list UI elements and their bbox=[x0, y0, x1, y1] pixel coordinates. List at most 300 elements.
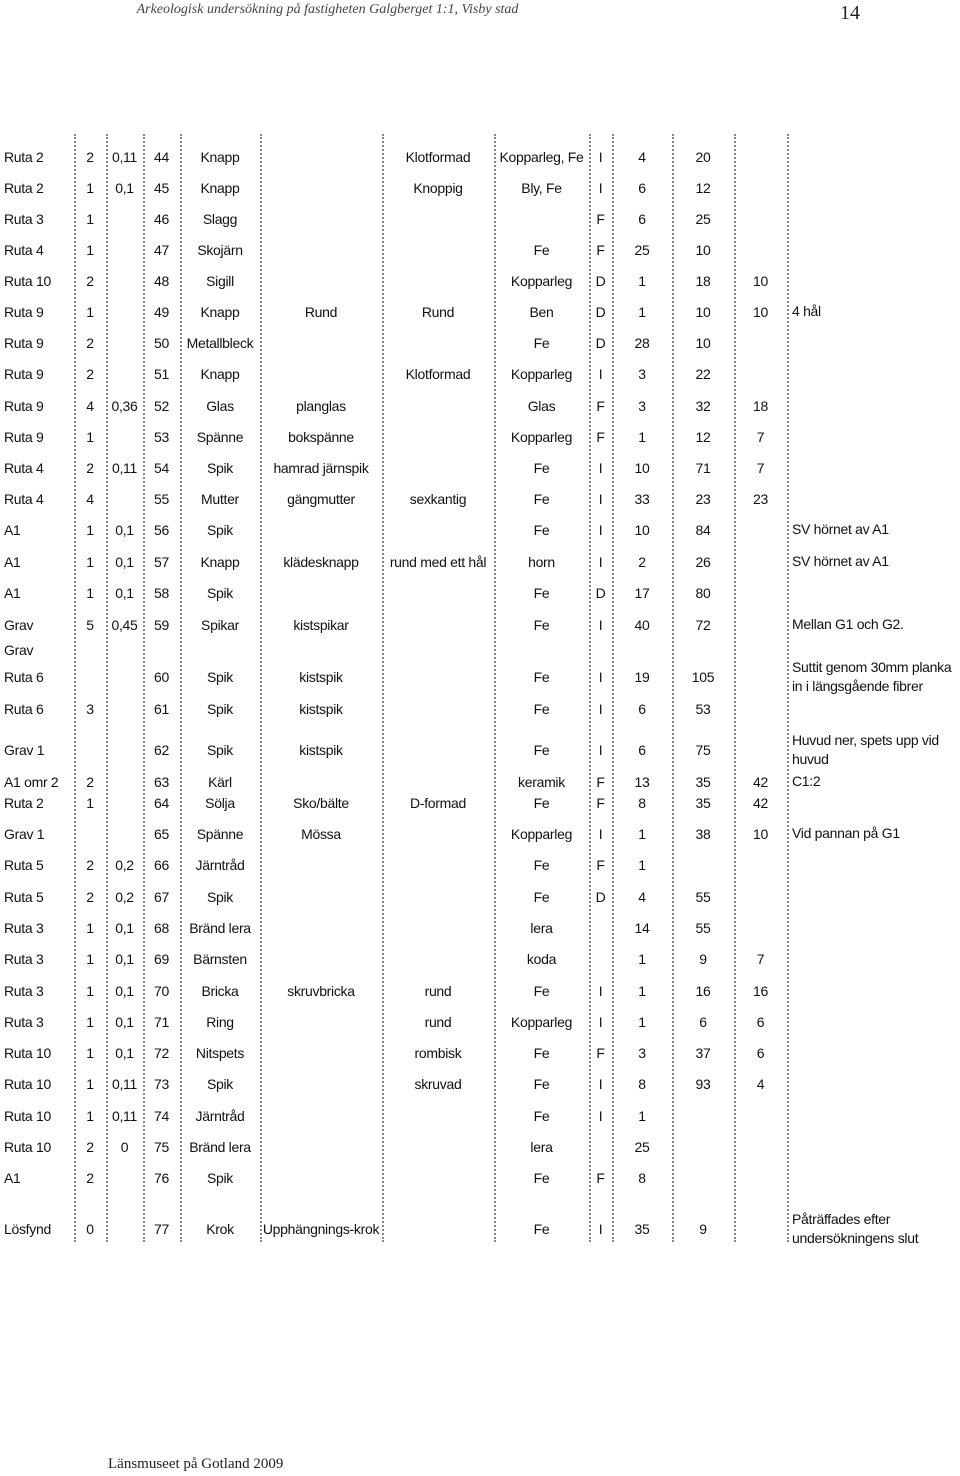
cell-material: lera bbox=[530, 920, 553, 936]
cell-status: I bbox=[598, 826, 603, 842]
cell-sakord: Bränd lera bbox=[189, 1139, 251, 1155]
cell-status: I bbox=[598, 460, 603, 476]
cell-note: Påträffades efter undersökningens slut bbox=[792, 1211, 919, 1246]
cell-material: Kopparleg bbox=[510, 826, 573, 842]
cell-fyndnr: 77 bbox=[154, 1221, 169, 1237]
cell-status: I bbox=[598, 1014, 603, 1030]
cell-lager: 1 bbox=[86, 554, 94, 570]
cell-ruta: Ruta 3 bbox=[4, 1014, 44, 1030]
cell-fyndnr: 74 bbox=[154, 1108, 169, 1124]
cell-form: rombisk bbox=[414, 1045, 462, 1061]
cell-lager: 2 bbox=[86, 774, 94, 790]
cell-status: F bbox=[596, 398, 605, 414]
cell-sakord: Spik bbox=[206, 1170, 234, 1186]
cell-typ: kistspikar bbox=[293, 617, 349, 633]
cell-sakord: Spik bbox=[206, 522, 234, 538]
table-row bbox=[0, 209, 960, 229]
cell-status: F bbox=[596, 211, 605, 227]
cell-fyndnr: 45 bbox=[154, 180, 169, 196]
cell-antal: 2 bbox=[638, 554, 646, 570]
cell-form: Rund bbox=[421, 304, 455, 320]
cell-antal: 1 bbox=[638, 304, 646, 320]
cell-mått1: 75 bbox=[695, 742, 711, 758]
cell-ruta: Ruta 10 bbox=[4, 1076, 51, 1092]
cell-djup: 0,11 bbox=[111, 149, 137, 165]
table-row bbox=[0, 981, 960, 1001]
cell-sakord: Spänne bbox=[196, 429, 244, 445]
cell-sakord: Knapp bbox=[200, 180, 240, 196]
cell-fyndnr: 63 bbox=[154, 774, 169, 790]
cell-material: Fe bbox=[533, 491, 550, 507]
cell-lager: 2 bbox=[86, 273, 94, 289]
cell-fyndnr: 64 bbox=[154, 795, 169, 811]
table-row bbox=[0, 333, 960, 353]
table-row bbox=[0, 772, 960, 792]
table-row bbox=[0, 147, 960, 167]
cell-djup: 0 bbox=[120, 1139, 129, 1155]
cell-ruta: Ruta 3 bbox=[4, 920, 44, 936]
table-row bbox=[0, 642, 960, 694]
table-row bbox=[0, 302, 960, 322]
table-row bbox=[0, 1211, 960, 1246]
cell-mått2: 10 bbox=[753, 273, 768, 289]
cell-djup: 0,1 bbox=[115, 180, 134, 196]
running-header: Arkeologisk undersökning på fastigheten Galgberget 1:1, Visby stad bbox=[136, 2, 519, 17]
cell-mått2: 18 bbox=[753, 398, 768, 414]
cell-status: F bbox=[596, 857, 605, 873]
cell-antal: 4 bbox=[638, 889, 646, 905]
cell-lager: 1 bbox=[86, 1108, 94, 1124]
cell-mått2: 10 bbox=[753, 304, 768, 320]
table-row bbox=[0, 552, 960, 572]
cell-antal: 4 bbox=[638, 149, 646, 165]
cell-ruta-top: Grav bbox=[4, 642, 34, 658]
cell-typ: skruvbricka bbox=[287, 983, 355, 999]
cell-mått2: 4 bbox=[756, 1076, 765, 1092]
table-row bbox=[0, 520, 960, 540]
cell-lager: 1 bbox=[86, 920, 94, 936]
cell-djup: 0,11 bbox=[111, 460, 137, 476]
cell-sakord: Knapp bbox=[200, 304, 240, 320]
cell-djup: 0,2 bbox=[115, 857, 134, 873]
cell-mått1: 25 bbox=[695, 211, 711, 227]
cell-status: I bbox=[598, 669, 603, 685]
table-row bbox=[0, 364, 960, 384]
cell-fyndnr: 60 bbox=[154, 669, 169, 685]
page-number: 14 bbox=[840, 2, 860, 24]
cell-mått1: 37 bbox=[695, 1045, 711, 1061]
cell-status: I bbox=[598, 554, 603, 570]
cell-status: I bbox=[598, 180, 603, 196]
cell-djup: 0,1 bbox=[115, 983, 134, 999]
cell-mått1: 26 bbox=[695, 554, 711, 570]
cell-material: Fe bbox=[533, 1108, 550, 1124]
table-row bbox=[0, 699, 960, 719]
cell-mått1: 23 bbox=[695, 491, 711, 507]
cell-lager: 0 bbox=[86, 1221, 94, 1237]
cell-sakord: Bricka bbox=[201, 983, 239, 999]
table-row bbox=[0, 1106, 960, 1126]
cell-sakord: Sölja bbox=[205, 795, 235, 811]
cell-lager: 1 bbox=[86, 522, 94, 538]
cell-antal: 19 bbox=[634, 669, 650, 685]
cell-lager: 5 bbox=[86, 617, 94, 633]
cell-lager: 4 bbox=[86, 491, 94, 507]
cell-ruta: Ruta 3 bbox=[4, 951, 44, 967]
cell-mått1: 6 bbox=[699, 1014, 707, 1030]
cell-material: lera bbox=[530, 1139, 553, 1155]
cell-antal: 25 bbox=[634, 1139, 650, 1155]
cell-status: I bbox=[598, 701, 603, 717]
cell-lager: 2 bbox=[86, 149, 94, 165]
cell-ruta: Ruta 4 bbox=[4, 242, 44, 258]
cell-ruta: Ruta 4 bbox=[4, 460, 44, 476]
cell-lager: 1 bbox=[86, 429, 94, 445]
cell-antal: 10 bbox=[634, 460, 650, 476]
cell-material: Fe bbox=[533, 522, 550, 538]
cell-lager: 1 bbox=[86, 983, 94, 999]
cell-fyndnr: 65 bbox=[154, 826, 169, 842]
cell-sakord: Sigill bbox=[206, 273, 234, 289]
cell-material: Fe bbox=[533, 795, 550, 811]
cell-antal: 1 bbox=[638, 429, 646, 445]
cell-material: Fe bbox=[533, 1045, 550, 1061]
cell-lager: 2 bbox=[86, 857, 94, 873]
cell-mått1: 72 bbox=[695, 617, 711, 633]
cell-lager: 1 bbox=[86, 1014, 94, 1030]
cell-fyndnr: 68 bbox=[154, 920, 169, 936]
cell-mått1: 84 bbox=[695, 522, 711, 538]
table-row bbox=[0, 1137, 960, 1157]
cell-mått1: 16 bbox=[695, 983, 711, 999]
cell-status: I bbox=[598, 1108, 603, 1124]
cell-sakord: Spikar bbox=[201, 617, 239, 633]
cell-djup: 0,1 bbox=[115, 522, 134, 538]
cell-ruta: Ruta 9 bbox=[4, 335, 44, 351]
cell-djup: 0,2 bbox=[115, 889, 134, 905]
table-row bbox=[0, 1012, 960, 1032]
cell-note: Suttit genom 30mm planka in i längsgående fibrer bbox=[792, 659, 952, 694]
cell-status: F bbox=[596, 429, 605, 445]
table-row bbox=[0, 1168, 960, 1188]
cell-sakord: Knapp bbox=[200, 554, 240, 570]
cell-mått2: 7 bbox=[756, 429, 765, 445]
cell-antal: 8 bbox=[638, 795, 646, 811]
table-row bbox=[0, 793, 960, 813]
cell-status: I bbox=[598, 983, 603, 999]
cell-note: Huvud ner, spets upp vid huvud bbox=[792, 732, 939, 767]
cell-antal: 8 bbox=[638, 1076, 646, 1092]
cell-mått1: 53 bbox=[695, 701, 711, 717]
cell-mått1: 10 bbox=[695, 335, 711, 351]
cell-material: Bly, Fe bbox=[521, 180, 562, 196]
cell-antal: 6 bbox=[638, 742, 646, 758]
cell-djup: 0,11 bbox=[111, 1076, 137, 1092]
cell-mått2: 6 bbox=[756, 1045, 765, 1061]
cell-mått1: 12 bbox=[695, 180, 711, 196]
cell-ruta: Grav 1 bbox=[4, 742, 45, 758]
cell-mått2: 10 bbox=[753, 826, 768, 842]
cell-status: F bbox=[596, 1045, 605, 1061]
cell-sakord: Spik bbox=[206, 701, 234, 717]
cell-lager: 1 bbox=[86, 585, 94, 601]
cell-status: D bbox=[595, 889, 606, 905]
table-row bbox=[0, 396, 960, 416]
cell-typ: Sko/bälte bbox=[293, 795, 349, 811]
cell-ruta: Ruta 5 bbox=[4, 889, 44, 905]
cell-mått2: 7 bbox=[756, 951, 765, 967]
cell-fyndnr: 59 bbox=[154, 617, 169, 633]
cell-typ: kistspik bbox=[299, 669, 343, 685]
cell-djup: 0,1 bbox=[115, 920, 134, 936]
cell-material: Fe bbox=[533, 742, 550, 758]
cell-material: Kopparleg bbox=[510, 429, 573, 445]
cell-sakord: Bärnsten bbox=[193, 951, 247, 967]
cell-mått2: 42 bbox=[753, 774, 768, 790]
cell-lager: 1 bbox=[86, 304, 94, 320]
cell-status: I bbox=[598, 1221, 603, 1237]
cell-antal: 6 bbox=[638, 701, 646, 717]
cell-mått1: 9 bbox=[699, 951, 707, 967]
cell-material: Fe bbox=[533, 617, 550, 633]
cell-material: Fe bbox=[533, 242, 550, 258]
cell-antal: 17 bbox=[634, 585, 650, 601]
cell-form: rund bbox=[424, 983, 452, 999]
cell-sakord: Metallbleck bbox=[186, 335, 254, 351]
cell-antal: 13 bbox=[634, 774, 650, 790]
cell-fyndnr: 52 bbox=[154, 398, 169, 414]
cell-antal: 33 bbox=[634, 491, 650, 507]
cell-antal: 14 bbox=[634, 920, 650, 936]
cell-ruta: Ruta 10 bbox=[4, 1139, 51, 1155]
cell-fyndnr: 72 bbox=[154, 1045, 169, 1061]
cell-mått2: 6 bbox=[756, 1014, 765, 1030]
cell-antal: 8 bbox=[638, 1170, 646, 1186]
cell-lager: 1 bbox=[86, 1076, 94, 1092]
cell-sakord: Mutter bbox=[201, 491, 239, 507]
cell-fyndnr: 61 bbox=[154, 701, 169, 717]
cell-fyndnr: 46 bbox=[154, 211, 169, 227]
cell-mått1: 55 bbox=[695, 920, 711, 936]
cell-lager: 2 bbox=[86, 460, 94, 476]
cell-lager: 2 bbox=[86, 1139, 94, 1155]
cell-lager: 2 bbox=[86, 889, 94, 905]
cell-ruta: Ruta 2 bbox=[4, 149, 44, 165]
cell-typ: bokspänne bbox=[288, 429, 354, 445]
cell-form: Knoppig bbox=[413, 180, 463, 196]
cell-antal: 1 bbox=[638, 826, 646, 842]
cell-typ: klädesknapp bbox=[283, 554, 359, 570]
cell-ruta: Grav bbox=[4, 617, 34, 633]
table-row bbox=[0, 824, 960, 844]
cell-fyndnr: 62 bbox=[154, 742, 169, 758]
cell-mått1: 20 bbox=[695, 149, 711, 165]
cell-material: Fe bbox=[533, 460, 550, 476]
cell-ruta: Grav 1 bbox=[4, 826, 45, 842]
cell-material: Kopparleg bbox=[510, 366, 573, 382]
cell-fyndnr: 57 bbox=[154, 554, 169, 570]
cell-ruta: Ruta 3 bbox=[4, 211, 44, 227]
cell-lager: 4 bbox=[86, 398, 94, 414]
cell-lager: 2 bbox=[86, 366, 94, 382]
cell-typ: hamrad järnspik bbox=[273, 460, 369, 476]
cell-note: SV hörnet av A1 bbox=[792, 553, 889, 569]
cell-status: D bbox=[595, 273, 606, 289]
cell-antal: 3 bbox=[638, 1045, 646, 1061]
cell-ruta: Ruta 10 bbox=[4, 1108, 51, 1124]
cell-material: Fe bbox=[533, 889, 550, 905]
cell-djup: 0,1 bbox=[115, 951, 134, 967]
cell-ruta: Lösfynd bbox=[4, 1221, 51, 1237]
cell-status: I bbox=[598, 366, 603, 382]
cell-fyndnr: 76 bbox=[154, 1170, 169, 1186]
table-row bbox=[0, 583, 960, 603]
cell-fyndnr: 71 bbox=[154, 1014, 169, 1030]
cell-ruta: Ruta 6 bbox=[4, 669, 44, 685]
table-row bbox=[0, 615, 960, 635]
table-row bbox=[0, 855, 960, 875]
cell-fyndnr: 53 bbox=[154, 429, 169, 445]
cell-ruta: Ruta 6 bbox=[4, 701, 44, 717]
cell-material: Glas bbox=[527, 398, 556, 414]
cell-fyndnr: 70 bbox=[154, 983, 169, 999]
cell-fyndnr: 75 bbox=[154, 1139, 169, 1155]
cell-mått1: 71 bbox=[695, 460, 711, 476]
cell-form: rund bbox=[424, 1014, 452, 1030]
cell-typ: planglas bbox=[296, 398, 346, 414]
cell-ruta: Ruta 2 bbox=[4, 795, 44, 811]
cell-sakord: Spik bbox=[206, 1076, 234, 1092]
cell-djup: 0,36 bbox=[111, 398, 138, 414]
cell-ruta: Ruta 10 bbox=[4, 273, 51, 289]
cell-typ: kistspik bbox=[299, 701, 343, 717]
page-footer: Länsmuseet på Gotland 2009 bbox=[108, 1456, 284, 1472]
cell-material: Fe bbox=[533, 1221, 550, 1237]
cell-material: koda bbox=[526, 951, 557, 967]
table-row bbox=[0, 489, 960, 509]
cell-djup: 0,1 bbox=[115, 1014, 134, 1030]
cell-antal: 10 bbox=[634, 522, 650, 538]
cell-lager: 1 bbox=[86, 242, 94, 258]
cell-status: I bbox=[598, 617, 603, 633]
cell-material: Fe bbox=[533, 857, 550, 873]
cell-status: I bbox=[598, 149, 603, 165]
cell-ruta: Ruta 10 bbox=[4, 1045, 51, 1061]
cell-status: F bbox=[596, 795, 605, 811]
cell-sakord: Järntråd bbox=[195, 857, 245, 873]
cell-mått1: 10 bbox=[695, 242, 711, 258]
cell-lager: 2 bbox=[86, 1170, 94, 1186]
cell-sakord: Spänne bbox=[196, 826, 244, 842]
cell-mått1: 12 bbox=[695, 429, 711, 445]
table-row bbox=[0, 178, 960, 198]
cell-note: C1:2 bbox=[792, 773, 821, 789]
cell-mått1: 18 bbox=[695, 273, 711, 289]
cell-antal: 40 bbox=[634, 617, 650, 633]
cell-antal: 25 bbox=[634, 242, 650, 258]
cell-fyndnr: 58 bbox=[154, 585, 169, 601]
cell-mått1: 22 bbox=[695, 366, 711, 382]
table-row bbox=[0, 271, 960, 291]
table-row bbox=[0, 732, 960, 767]
cell-status: I bbox=[598, 1076, 603, 1092]
cell-mått1: 32 bbox=[695, 398, 711, 414]
cell-lager: 1 bbox=[86, 211, 94, 227]
cell-status: D bbox=[595, 335, 606, 351]
cell-material: Fe bbox=[533, 1170, 550, 1186]
cell-antal: 6 bbox=[638, 180, 646, 196]
cell-ruta: Ruta 2 bbox=[4, 180, 44, 196]
cell-note: 4 hål bbox=[792, 303, 821, 319]
cell-status: I bbox=[598, 522, 603, 538]
cell-note: Mellan G1 och G2. bbox=[792, 616, 904, 632]
cell-material: Fe bbox=[533, 585, 550, 601]
cell-djup: 0,11 bbox=[111, 1108, 137, 1124]
cell-djup: 0,1 bbox=[115, 554, 134, 570]
cell-ruta: A1 omr 2 bbox=[4, 774, 59, 790]
cell-antal: 1 bbox=[638, 951, 646, 967]
cell-fyndnr: 67 bbox=[154, 889, 169, 905]
cell-djup: 0,1 bbox=[115, 585, 134, 601]
cell-mått1: 55 bbox=[695, 889, 711, 905]
cell-sakord: Kärl bbox=[208, 774, 232, 790]
cell-antal: 3 bbox=[638, 398, 646, 414]
cell-ruta: Ruta 4 bbox=[4, 491, 44, 507]
cell-form: Klotformad bbox=[405, 366, 471, 382]
cell-ruta: A1 bbox=[4, 585, 21, 601]
cell-antal: 1 bbox=[638, 857, 646, 873]
cell-material: horn bbox=[528, 554, 555, 570]
cell-antal: 1 bbox=[638, 1108, 646, 1124]
cell-status: D bbox=[595, 304, 606, 320]
cell-mått1: 35 bbox=[695, 774, 711, 790]
cell-sakord: Bränd lera bbox=[189, 920, 251, 936]
cell-status: I bbox=[598, 491, 603, 507]
cell-note: Vid pannan på G1 bbox=[792, 825, 900, 841]
cell-form: sexkantig bbox=[409, 491, 467, 507]
cell-fyndnr: 56 bbox=[154, 522, 169, 538]
cell-typ: Upphängnings-krok bbox=[262, 1221, 380, 1237]
cell-form: Klotformad bbox=[405, 149, 471, 165]
table-row bbox=[0, 1074, 960, 1094]
cell-material: Fe bbox=[533, 1076, 550, 1092]
cell-ruta: Ruta 5 bbox=[4, 857, 44, 873]
table-row bbox=[0, 240, 960, 260]
cell-fyndnr: 51 bbox=[154, 366, 169, 382]
cell-mått1: 10 bbox=[695, 304, 711, 320]
cell-status: F bbox=[596, 774, 605, 790]
cell-sakord: Spik bbox=[206, 889, 234, 905]
cell-fyndnr: 66 bbox=[154, 857, 169, 873]
cell-antal: 3 bbox=[638, 366, 646, 382]
table-row bbox=[0, 949, 960, 969]
cell-ruta: Ruta 3 bbox=[4, 983, 44, 999]
cell-sakord: Skojärn bbox=[197, 242, 243, 258]
cell-lager: 3 bbox=[86, 701, 94, 717]
cell-sakord: Knapp bbox=[200, 366, 240, 382]
cell-fyndnr: 47 bbox=[154, 242, 169, 258]
cell-sakord: Ring bbox=[206, 1014, 234, 1030]
cell-material: Fe bbox=[533, 669, 550, 685]
cell-fyndnr: 44 bbox=[154, 149, 169, 165]
cell-form: skruvad bbox=[414, 1076, 462, 1092]
cell-form: D-formad bbox=[410, 795, 466, 811]
cell-sakord: Spik bbox=[206, 742, 234, 758]
cell-material: Kopparleg bbox=[510, 273, 573, 289]
cell-typ: Mössa bbox=[301, 826, 341, 842]
cell-djup: 0,1 bbox=[115, 1045, 134, 1061]
cell-note: SV hörnet av A1 bbox=[792, 521, 889, 537]
